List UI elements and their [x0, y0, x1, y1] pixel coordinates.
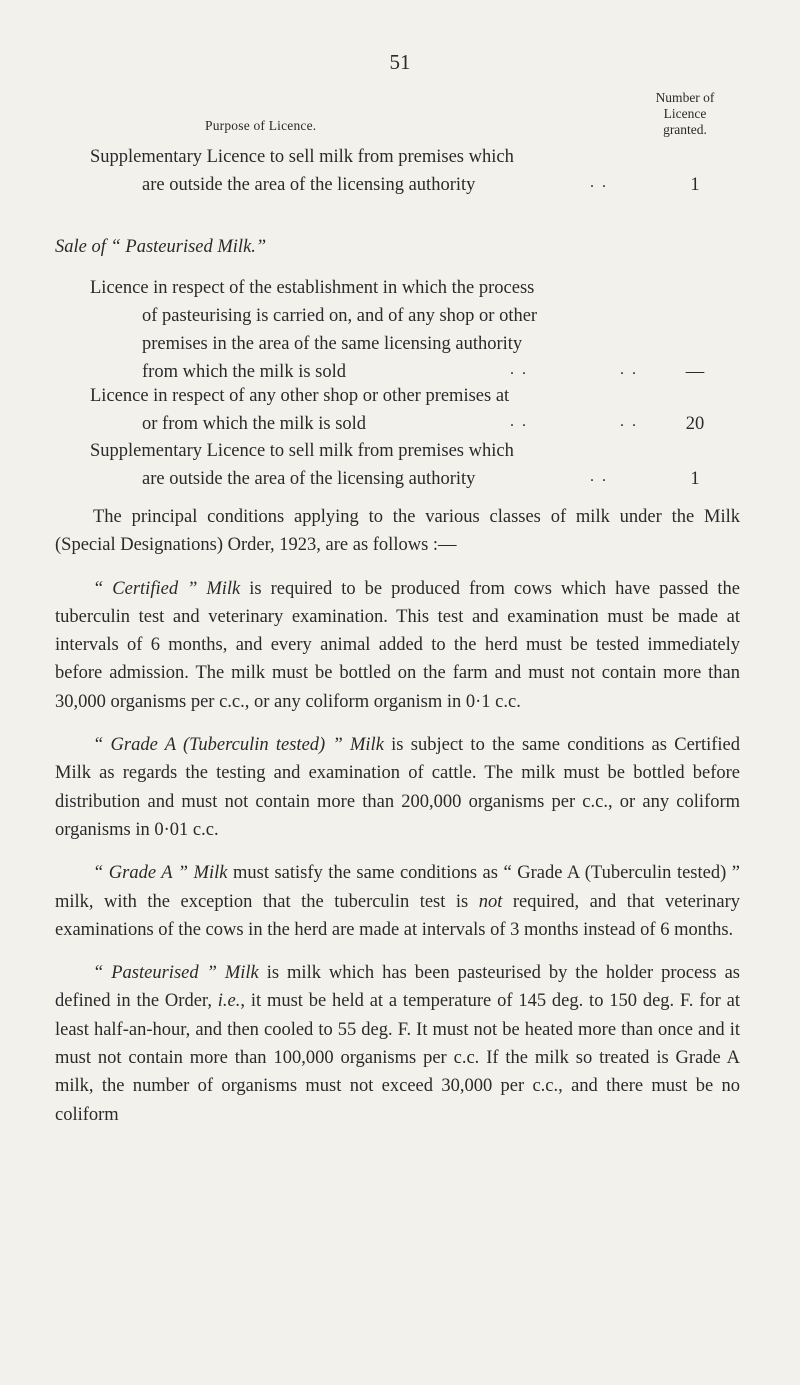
licence-row-line: Licence in respect of the establishment in which the process	[90, 278, 535, 298]
licence-row-supplementary-pasteurised	[90, 437, 750, 493]
paragraph-pasteurised	[55, 959, 740, 1129]
licence-count: 20	[685, 414, 705, 434]
column-header-number-line3: granted.	[663, 122, 707, 137]
leader-dots: . .	[590, 174, 608, 191]
licence-row-line: or from which the milk is sold	[142, 414, 367, 434]
paragraph-certified	[55, 575, 740, 716]
certified-milk-label: “ Certified ” Milk	[93, 578, 241, 599]
column-header-number-line2: Licence	[663, 106, 707, 121]
licence-row-line: are outside the area of the licensing authority	[142, 175, 476, 195]
paragraph-text: must satisfy the same conditions as “ Grade A (Tuberculin tested) ” milk, with the exception that the tuberculin test is	[55, 863, 740, 912]
leader-dots: . .	[620, 413, 638, 430]
column-header-purpose: Purpose of Licence.	[205, 118, 317, 133]
page-number: 51	[389, 50, 411, 74]
leader-dots: . .	[510, 413, 528, 430]
licence-row-other-shop	[90, 382, 750, 438]
body-text	[55, 503, 740, 1144]
column-header-number-line1: Number of	[655, 90, 715, 105]
emphasis-not: not	[478, 891, 503, 912]
licence-row-line: Supplementary Licence to sell milk from premises which	[90, 147, 514, 167]
section-heading-pasteurised: Sale of “ Pasteurised Milk.”	[55, 237, 267, 257]
leader-dots: . .	[620, 361, 638, 378]
licence-row-line: Supplementary Licence to sell milk from premises which	[90, 441, 514, 461]
grade-a-tuberculin-label: “ Grade A (Tuberculin tested) ” Milk	[93, 735, 384, 756]
licence-count: 1	[690, 469, 700, 489]
licence-row-establishment	[90, 274, 750, 386]
paragraph-text: is milk which has been pasteurised by the holder process as defined in the Order,	[55, 963, 740, 1012]
licence-row-line: Licence in respect of any other shop or other premises at	[90, 386, 510, 406]
licence-row-line: are outside the area of the licensing authority	[142, 469, 476, 489]
paragraph-grade-a-tuberculin	[55, 731, 740, 844]
leader-dots: . .	[590, 468, 608, 485]
licence-count: 1	[690, 175, 700, 195]
grade-a-label: “ Grade A ” Milk	[93, 863, 228, 884]
paragraph-text: is subject to the same conditions as Certified Milk as regards the testing and examination of cattle. The milk must be bottled before distribution and must not contain more than 200,000 organisms per c.c., or any coliform organisms in 0·01 c.c.	[55, 735, 740, 840]
paragraph-text: , it must be held at a temperature of 145 deg. to 150 deg. F. for at least half-an-hour, and then cooled to 55 deg. F. It must not be heated more than once and it must not contain more than 100,000 organisms per c.c. If the milk so treated is Grade A milk, the number of organisms must not exceed 30,000 per c.c., and there must be no coliform	[55, 991, 741, 1125]
emphasis-ie: i.e.	[217, 991, 241, 1012]
paragraph-text: required, and that veterinary examinations of the cows in the herd are made at intervals of 3 months instead of 6 months.	[55, 891, 741, 940]
paragraph-intro: The principal conditions applying to the various classes of milk under the Milk (Special Designations) Order, 1923, are as follows :—	[55, 507, 740, 556]
paragraph-grade-a	[55, 859, 740, 944]
column-header-number	[630, 90, 740, 138]
licence-row-supplementary	[90, 143, 750, 199]
licence-row-line: premises in the area of the same licensing authority	[142, 334, 523, 354]
licence-row-line: from which the milk is sold	[142, 362, 346, 382]
licence-row-line: of pasteurising is carried on, and of any shop or other	[142, 306, 538, 326]
leader-dots: . .	[510, 361, 528, 378]
pasteurised-label: “ Pasteurised ” Milk	[93, 963, 259, 984]
paragraph-text: is required to be produced from cows which have passed the tuberculin test and veterinary examination. This test and examination must be made at intervals of 6 months, and every animal added to the herd must be tested immediately before admission. The milk must be bottled on the farm and must not contain more than 30,000 organisms per c.c., or any coliform organism in 0·1 c.c.	[55, 578, 740, 712]
licence-count: —	[685, 362, 705, 382]
